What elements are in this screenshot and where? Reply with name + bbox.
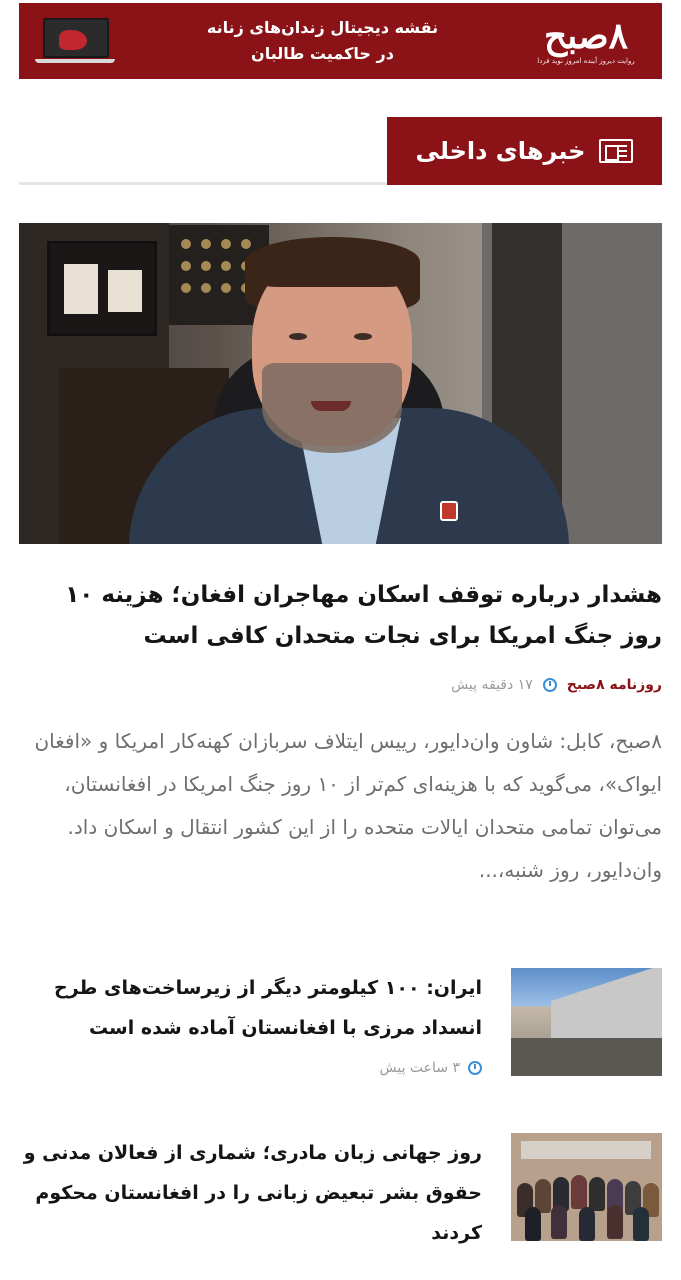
- newspaper-icon: [599, 139, 633, 163]
- banner-headline: [119, 15, 526, 67]
- news-list-item[interactable]: [19, 968, 662, 1088]
- article-time: ۱۷ دقیقه پیش: [451, 677, 533, 693]
- article-thumbnail[interactable]: [511, 968, 662, 1076]
- news-list-item[interactable]: [19, 1133, 662, 1273]
- clock-icon: [468, 1061, 482, 1075]
- lead-article-image[interactable]: [19, 223, 662, 544]
- lead-article-summary: ۸صبح، کابل: شاون وان‌دایور، رییس ایتلاف سربازان کهنه‌کار امریکا و «افغان ایواک»، می‌گوید که با هزینه‌ای کم‌تر از ۱۰ روز جنگ امریکا در افغانستان، می‌توان تمامی متحدان ایالات متحده را از این کشور انتقال و اسکان داد. وان‌دایور، روز شنبه،...: [34, 729, 662, 882]
- section-header-domestic-news[interactable]: [387, 117, 662, 185]
- site-logo[interactable]: [526, 17, 646, 65]
- laptop-map-icon: [35, 16, 115, 66]
- promo-banner[interactable]: [19, 3, 662, 79]
- lead-article-meta: [19, 677, 662, 693]
- banner-headline-line1: نقشه دیجیتال زندان‌های زنانه: [206, 18, 439, 37]
- article-title[interactable]: ایران: ۱۰۰ کیلومتر دیگر از زیرساخت‌های طرح انسداد مرزی با افغانستان آماده شده است: [54, 977, 482, 1039]
- lead-article-title[interactable]: هشدار درباره توقف اسکان مهاجران افغان؛ هزینه ۱۰ روز جنگ امریکا برای نجات متحدان کافی است: [65, 582, 662, 649]
- logo-text: ۸صبح: [544, 15, 629, 57]
- banner-headline-line2: در حاکمیت طالبان: [251, 44, 394, 63]
- logo-tagline: روایت دیروز آینده امروز نوید فردا: [537, 57, 635, 65]
- clock-icon: [543, 678, 557, 692]
- article-thumbnail[interactable]: [511, 1133, 662, 1241]
- section-divider: [19, 182, 389, 185]
- article-source[interactable]: روزنامه ۸صبح: [566, 677, 662, 693]
- article-title[interactable]: روز جهانی زبان مادری؛ شماری از فعالان مدنی و حقوق بشر تبعیض زبانی را در افغانستان محکوم کردند: [23, 1142, 482, 1244]
- section-title: خبرهای داخلی: [415, 137, 586, 165]
- article-meta: [380, 1060, 483, 1076]
- article-time: ۳ ساعت پیش: [379, 1060, 460, 1076]
